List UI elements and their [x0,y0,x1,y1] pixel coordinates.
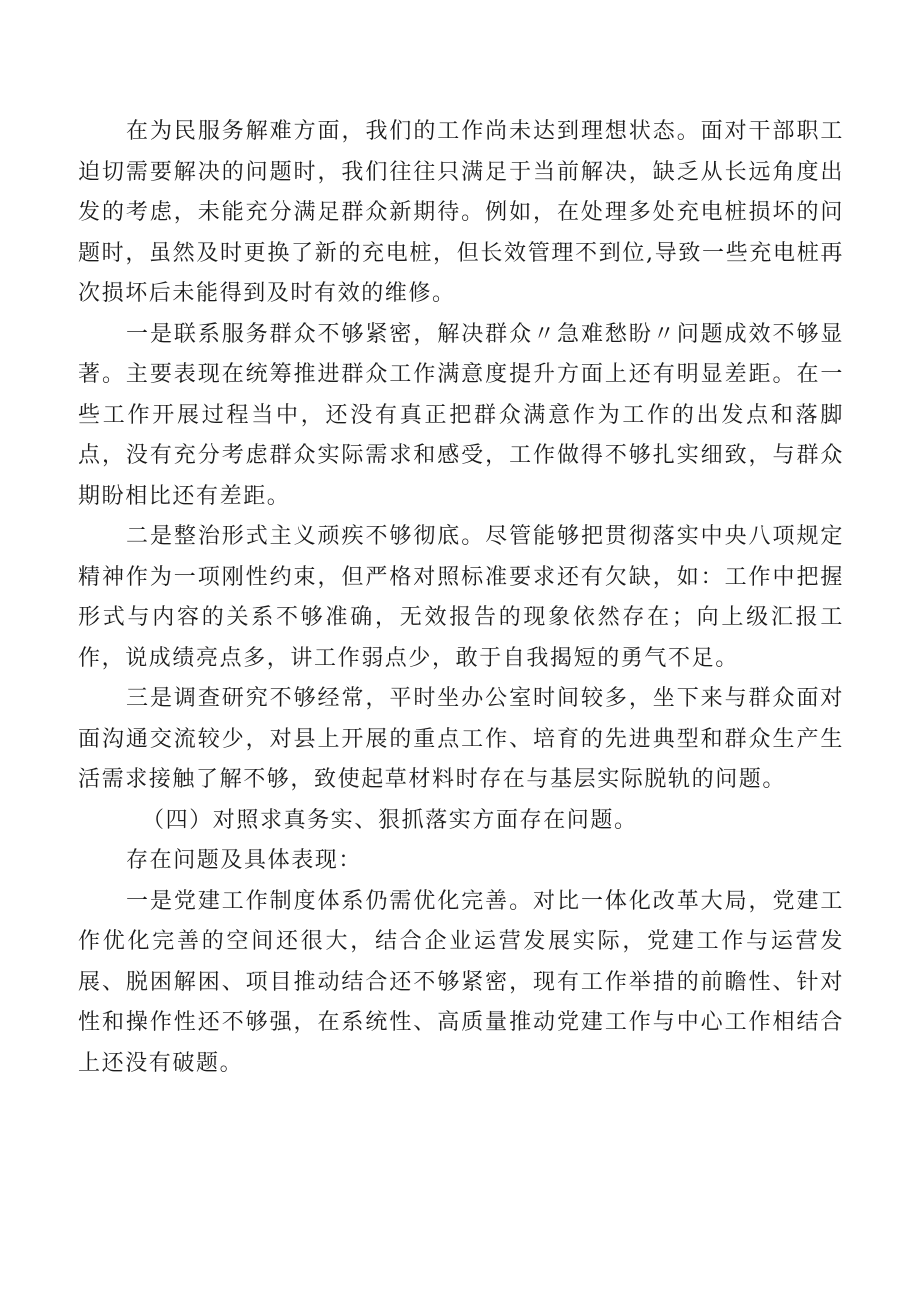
document-body [78,112,844,1084]
paragraph-issue-one-contact: 一是联系服务群众不够紧密，解决群众〃急难愁盼〃问题成效不够显著。主要表现在统筹推进群众工作满意度提升方面上还有明显差距。在一些工作开展过程当中，还没有真正把群众满意作为工作的出发点和落脚点，没有充分考虑群众实际需求和感受，工作做得不够扎实细致，与群众期盼相比还有差距。 [78,321,844,509]
sub-heading-problems: 存在问题及具体表现： [126,848,363,873]
paragraph-issue-three-research: 三是调查研究不够经常，平时坐办公室时间较多，坐下来与群众面对面沟通交流较少，对县上开展的重点工作、培育的先进典型和群众生产生活需求接触了解不够，致使起草材料时存在与基层实际脱轨的问题。 [78,686,844,792]
section-heading-four: （四）对照求真务实、狠抓落实方面存在问题。 [142,807,638,833]
paragraph-issue-two-formalism: 二是整治形式主义顽疾不够彻底。尽管能够把贯彻落实中央八项规定精神作为一项刚性约束，但严格对照标准要求还有欠缺，如：工作中把握形式与内容的关系不够准确，无效报告的现象依然存在；向上级汇报工作，说成绩亮点多，讲工作弱点少，敢于自我揭短的勇气不足。 [78,524,844,671]
paragraph-party-building: 一是党建工作制度体系仍需优化完善。对比一体化改革大局，党建工作优化完善的空间还很大，结合企业运营发展实际，党建工作与运营发展、脱困解困、项目推动结合还不够紧密，现有工作举措的前瞻性、针对性和操作性还不够强，在系统性、高质量推动党建工作与中心工作相结合上还没有破题。 [78,888,844,1076]
paragraph-service-difficulties: 在为民服务解难方面，我们的工作尚未达到理想状态。面对干部职工迫切需要解决的问题时，我们往往只满足于当前解决，缺乏从长远角度出发的考虑，未能充分满足群众新期待。例如，在处理多处充电桩损坏的问题时，虽然及时更换了新的充电桩，但长效管理不到位,导致一些充电桩再次损坏后未能得到及时有效的维修。 [78,119,844,306]
